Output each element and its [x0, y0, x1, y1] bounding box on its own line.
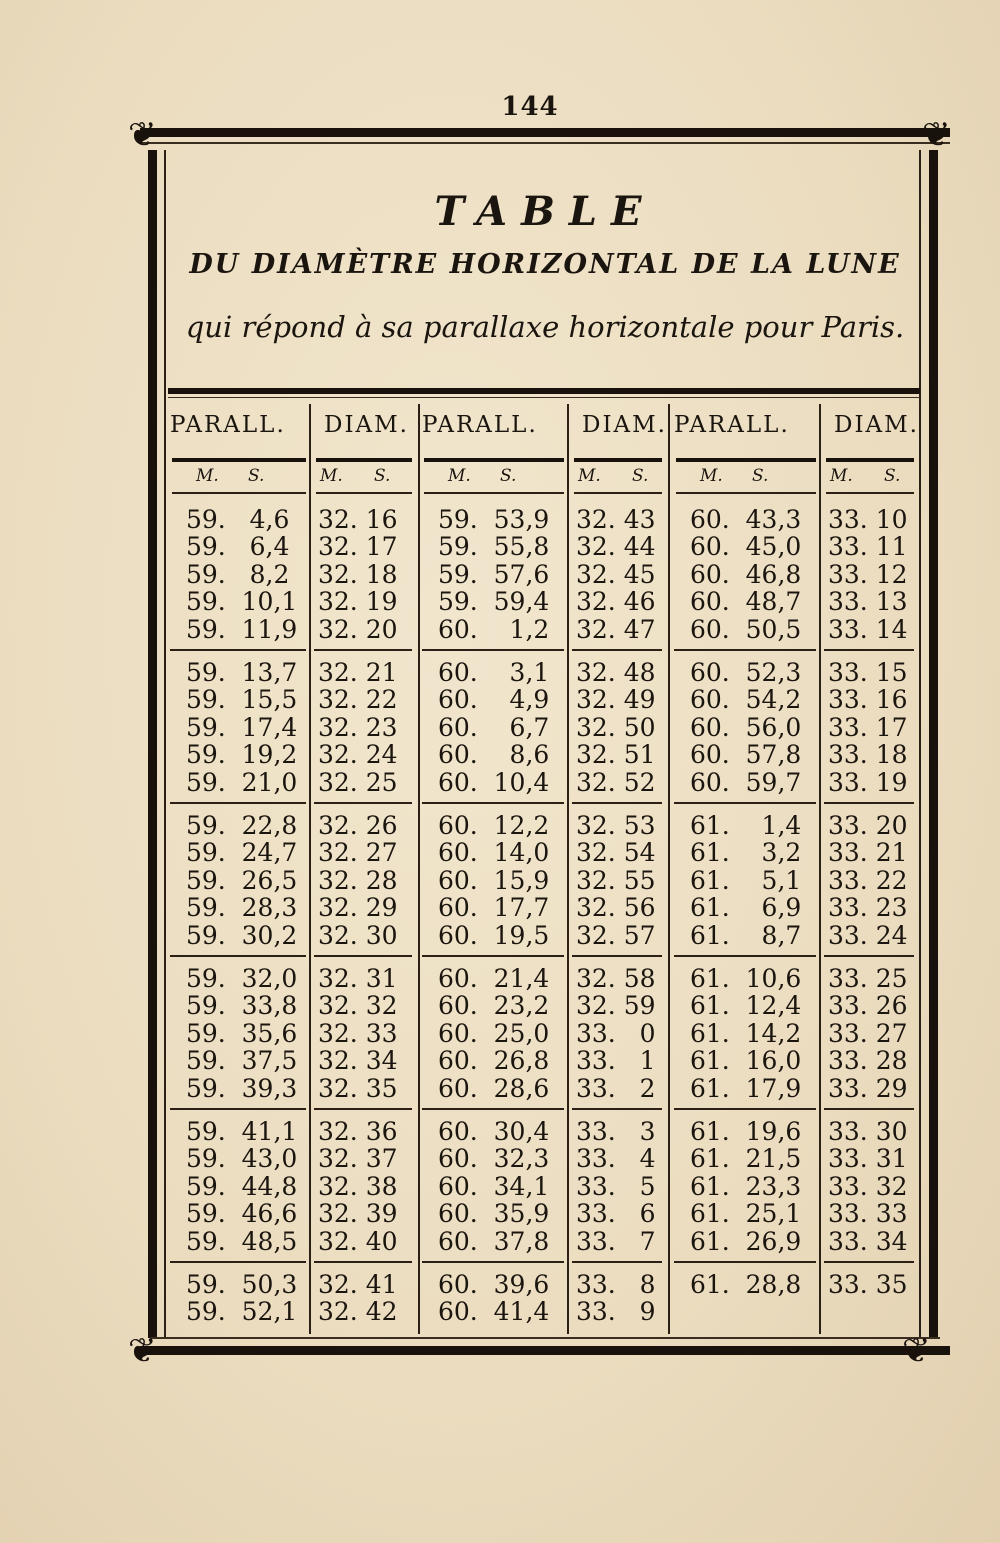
unit-seconds-label: S.	[248, 466, 265, 486]
parallax-value: 59. 53,9	[438, 505, 550, 534]
parallax-value: 60. 1,2	[438, 614, 550, 644]
unit-minutes-label: M.	[196, 466, 219, 486]
parallax-value: 60. 46,8	[690, 559, 802, 589]
diameter-value: 33. 7	[576, 1226, 656, 1256]
parallax-value: 61. 8,7	[690, 920, 802, 950]
parallax-value: 60. 8,6	[438, 740, 550, 770]
diameter-value: 32. 25	[318, 767, 398, 797]
diameter-value: 32. 21	[318, 658, 398, 687]
parallax-value: 60. 4,9	[438, 685, 550, 715]
diameter-value: 32. 22	[318, 685, 398, 715]
diameter-value: 32. 48	[576, 658, 656, 687]
parallax-value: 59. 35,6	[186, 1018, 298, 1048]
parallax-value: 61. 19,6	[690, 1117, 802, 1146]
diameter-value: 33. 2	[576, 1073, 656, 1103]
parallax-value: 61. 14,2	[690, 1018, 802, 1048]
parallax-value: 60. 35,9	[438, 1199, 550, 1229]
diameter-value: 33. 1	[576, 1046, 656, 1076]
group-separator	[674, 955, 816, 957]
column-header-diameter: DIAM.	[834, 412, 919, 438]
parallax-value: 60. 14,0	[438, 838, 550, 868]
group-separator	[170, 649, 306, 651]
diameter-value: 32. 31	[318, 964, 398, 993]
page-number: 144	[501, 92, 559, 122]
group-separator	[422, 649, 564, 651]
diameter-value: 32. 57	[576, 920, 656, 950]
group-separator	[824, 1261, 914, 1263]
diameter-value: 32. 47	[576, 614, 656, 644]
unit-rule-lower	[424, 492, 564, 494]
diameter-value: 33. 28	[828, 1046, 908, 1076]
diameter-value: 33. 10	[828, 505, 908, 534]
diameter-value: 32. 46	[576, 587, 656, 617]
parallax-value: 59. 33,8	[186, 991, 298, 1021]
diameter-value: 32. 23	[318, 712, 398, 742]
group-separator	[422, 802, 564, 804]
column-header-diameter: DIAM.	[324, 412, 409, 438]
diameter-value: 33. 6	[576, 1199, 656, 1229]
parallax-value: 60. 21,4	[438, 964, 550, 993]
diameter-value: 32. 37	[318, 1144, 398, 1174]
parallax-value: 61. 21,5	[690, 1144, 802, 1174]
parallax-value: 60. 3,1	[438, 658, 550, 687]
parallax-value: 60. 25,0	[438, 1018, 550, 1048]
group-separator	[674, 802, 816, 804]
parallax-value: 59. 39,3	[186, 1073, 298, 1103]
parallax-value: 61. 28,8	[690, 1270, 802, 1299]
parallax-value: 59. 55,8	[438, 532, 550, 562]
group-separator	[674, 1108, 816, 1110]
group-separator	[824, 649, 914, 651]
header-rule	[168, 388, 920, 394]
group-separator	[314, 1261, 412, 1263]
diameter-value: 32. 26	[318, 811, 398, 840]
parallax-value: 59. 24,7	[186, 838, 298, 868]
diameter-value: 33. 17	[828, 712, 908, 742]
table-title: TABLE	[434, 188, 656, 235]
diameter-value: 32. 49	[576, 685, 656, 715]
diameter-value: 32. 43	[576, 505, 656, 534]
unit-seconds-label: S.	[632, 466, 649, 486]
parallax-value: 59. 52,1	[186, 1297, 298, 1327]
diameter-value: 33. 3	[576, 1117, 656, 1146]
unit-minutes-label: M.	[448, 466, 471, 486]
parallax-value: 60. 43,3	[690, 505, 802, 534]
parallax-value: 60. 56,0	[690, 712, 802, 742]
unit-rule	[316, 458, 412, 462]
diameter-value: 33. 33	[828, 1199, 908, 1229]
diameter-value: 33. 13	[828, 587, 908, 617]
diameter-value: 32. 39	[318, 1199, 398, 1229]
parallax-value: 60. 28,6	[438, 1073, 550, 1103]
diameter-value: 33. 25	[828, 964, 908, 993]
header-thin-rule	[168, 397, 920, 398]
parallax-value: 60. 19,5	[438, 920, 550, 950]
parallax-value: 60. 57,8	[690, 740, 802, 770]
parallax-value: 60. 23,2	[438, 991, 550, 1021]
parallax-value: 59. 57,6	[438, 559, 550, 589]
diameter-value: 32. 55	[576, 865, 656, 895]
group-separator	[170, 955, 306, 957]
diameter-value: 32. 19	[318, 587, 398, 617]
unit-rule	[676, 458, 816, 462]
diameter-value: 33. 12	[828, 559, 908, 589]
parallax-value: 60. 30,4	[438, 1117, 550, 1146]
diameter-value: 33. 34	[828, 1226, 908, 1256]
column-divider	[668, 404, 670, 1334]
group-separator	[422, 1108, 564, 1110]
diameter-value: 33. 4	[576, 1144, 656, 1174]
diameter-value: 33. 8	[576, 1270, 656, 1299]
parallax-value: 59. 4,6	[186, 505, 290, 534]
unit-rule	[574, 458, 662, 462]
diameter-value: 33. 27	[828, 1018, 908, 1048]
table-subtitle: DU DIAMÈTRE HORIZONTAL DE LA LUNE	[189, 249, 901, 280]
diameter-value: 33. 11	[828, 532, 908, 562]
diameter-value: 33. 22	[828, 865, 908, 895]
group-separator	[314, 955, 412, 957]
group-separator	[422, 1261, 564, 1263]
diameter-value: 32. 54	[576, 838, 656, 868]
parallax-value: 60. 12,2	[438, 811, 550, 840]
diameter-value: 32. 38	[318, 1171, 398, 1201]
diameter-value: 32. 41	[318, 1270, 398, 1299]
diameter-value: 32. 28	[318, 865, 398, 895]
unit-rule	[424, 458, 564, 462]
group-separator	[422, 955, 564, 957]
parallax-value: 61. 25,1	[690, 1199, 802, 1229]
parallax-value: 59. 46,6	[186, 1199, 298, 1229]
group-separator	[170, 1261, 306, 1263]
parallax-value: 59. 10,1	[186, 587, 298, 617]
diameter-value: 33. 23	[828, 893, 908, 923]
parallax-value: 59. 43,0	[186, 1144, 298, 1174]
parallax-value: 60. 39,6	[438, 1270, 550, 1299]
group-separator	[824, 802, 914, 804]
diameter-value: 33. 16	[828, 685, 908, 715]
unit-minutes-label: M.	[578, 466, 601, 486]
group-separator	[674, 649, 816, 651]
group-separator	[314, 1108, 412, 1110]
diameter-value: 32. 34	[318, 1046, 398, 1076]
unit-seconds-label: S.	[500, 466, 517, 486]
diameter-value: 32. 44	[576, 532, 656, 562]
diameter-value: 33. 20	[828, 811, 908, 840]
unit-minutes-label: M.	[700, 466, 723, 486]
column-divider	[309, 404, 311, 1334]
diameter-value: 32. 52	[576, 767, 656, 797]
bottom-border-thin-rule	[150, 1337, 940, 1339]
column-header-parallax: PARALL.	[674, 412, 790, 438]
parallax-value: 60. 48,7	[690, 587, 802, 617]
unit-rule	[172, 458, 306, 462]
diameter-value: 32. 42	[318, 1297, 398, 1327]
group-separator	[314, 649, 412, 651]
parallax-value: 60. 37,8	[438, 1226, 550, 1256]
unit-seconds-label: S.	[752, 466, 769, 486]
diameter-value: 33. 15	[828, 658, 908, 687]
unit-rule-lower	[574, 492, 662, 494]
diameter-value: 32. 17	[318, 532, 398, 562]
diameter-value: 33. 0	[576, 1018, 656, 1048]
group-separator	[572, 649, 662, 651]
diameter-value: 32. 50	[576, 712, 656, 742]
parallax-value: 59. 41,1	[186, 1117, 298, 1146]
diameter-value: 32. 51	[576, 740, 656, 770]
diameter-value: 32. 40	[318, 1226, 398, 1256]
parallax-value: 59. 11,9	[186, 614, 298, 644]
parallax-value: 60. 41,4	[438, 1297, 550, 1327]
parallax-value: 60. 54,2	[690, 685, 802, 715]
diameter-value: 32. 30	[318, 920, 398, 950]
parallax-value: 59. 17,4	[186, 712, 298, 742]
parallax-value: 60. 26,8	[438, 1046, 550, 1076]
table-caption: qui répond à sa parallaxe horizontale pour Paris.	[185, 310, 905, 344]
diameter-value: 33. 26	[828, 991, 908, 1021]
diameter-value: 33. 14	[828, 614, 908, 644]
group-separator	[170, 802, 306, 804]
diameter-value: 32. 32	[318, 991, 398, 1021]
parallax-value: 59. 19,2	[186, 740, 298, 770]
parallax-value: 60. 15,9	[438, 865, 550, 895]
column-header-parallax: PARALL.	[422, 412, 538, 438]
diameter-value: 33. 24	[828, 920, 908, 950]
bottom-border-rule	[140, 1346, 950, 1355]
unit-rule-lower	[826, 492, 914, 494]
parallax-value: 61. 12,4	[690, 991, 802, 1021]
diameter-value: 32. 53	[576, 811, 656, 840]
group-separator	[314, 802, 412, 804]
diameter-value: 33. 21	[828, 838, 908, 868]
top-border-rule	[140, 128, 950, 137]
parallax-value: 60. 34,1	[438, 1171, 550, 1201]
parallax-value: 61. 6,9	[690, 893, 802, 923]
parallax-value: 59. 48,5	[186, 1226, 298, 1256]
diameter-value: 33. 29	[828, 1073, 908, 1103]
diameter-value: 33. 19	[828, 767, 908, 797]
unit-seconds-label: S.	[374, 466, 391, 486]
diameter-value: 32. 29	[318, 893, 398, 923]
parallax-value: 61. 5,1	[690, 865, 802, 895]
diameter-value: 33. 35	[828, 1270, 908, 1299]
diameter-value: 32. 45	[576, 559, 656, 589]
parallax-value: 59. 50,3	[186, 1270, 298, 1299]
diameter-value: 33. 31	[828, 1144, 908, 1174]
column-divider	[819, 404, 821, 1334]
parallax-value: 61. 16,0	[690, 1046, 802, 1076]
parallax-value: 60. 17,7	[438, 893, 550, 923]
parallax-value: 61. 26,9	[690, 1226, 802, 1256]
parallax-value: 59. 32,0	[186, 964, 298, 993]
unit-minutes-label: M.	[320, 466, 343, 486]
column-divider	[567, 404, 569, 1334]
group-separator	[170, 1108, 306, 1110]
parallax-value: 60. 59,7	[690, 767, 802, 797]
parallax-value: 59. 28,3	[186, 893, 298, 923]
diameter-value: 32. 18	[318, 559, 398, 589]
column-divider	[418, 404, 420, 1334]
parallax-value: 59. 44,8	[186, 1171, 298, 1201]
parallax-value: 61. 17,9	[690, 1073, 802, 1103]
group-separator	[824, 1108, 914, 1110]
parallax-value: 59. 21,0	[186, 767, 298, 797]
parallax-value: 59. 13,7	[186, 658, 298, 687]
parallax-value: 60. 32,3	[438, 1144, 550, 1174]
unit-rule	[826, 458, 914, 462]
column-header-parallax: PARALL.	[170, 412, 286, 438]
parallax-value: 60. 10,4	[438, 767, 550, 797]
parallax-value: 59. 8,2	[186, 559, 290, 589]
column-header-diameter: DIAM.	[582, 412, 667, 438]
diameter-value: 32. 27	[318, 838, 398, 868]
top-border-thin-rule	[140, 142, 950, 144]
unit-seconds-label: S.	[884, 466, 901, 486]
parallax-value: 59. 30,2	[186, 920, 298, 950]
diameter-value: 32. 20	[318, 614, 398, 644]
diameter-value: 32. 35	[318, 1073, 398, 1103]
diameter-value: 32. 36	[318, 1117, 398, 1146]
parallax-value: 59. 22,8	[186, 811, 298, 840]
group-separator	[572, 1108, 662, 1110]
diameter-value: 32. 59	[576, 991, 656, 1021]
unit-minutes-label: M.	[830, 466, 853, 486]
group-separator	[572, 955, 662, 957]
parallax-value: 60. 45,0	[690, 532, 802, 562]
unit-rule-lower	[316, 492, 412, 494]
group-separator	[572, 802, 662, 804]
diameter-value: 32. 58	[576, 964, 656, 993]
group-separator	[824, 955, 914, 957]
parallax-value: 61. 23,3	[690, 1171, 802, 1201]
parallax-value: 60. 6,7	[438, 712, 550, 742]
parallax-value: 59. 59,4	[438, 587, 550, 617]
diameter-value: 32. 33	[318, 1018, 398, 1048]
unit-rule-lower	[676, 492, 816, 494]
unit-rule-lower	[172, 492, 306, 494]
parallax-value: 59. 6,4	[186, 532, 290, 562]
corner-ornament-icon: ❦	[922, 115, 951, 155]
diameter-value: 33. 5	[576, 1171, 656, 1201]
parallax-value: 59. 37,5	[186, 1046, 298, 1076]
diameter-value: 32. 16	[318, 505, 398, 534]
parallax-value: 61. 3,2	[690, 838, 802, 868]
diameter-value: 32. 24	[318, 740, 398, 770]
parallax-value: 59. 15,5	[186, 685, 298, 715]
parallax-value: 60. 50,5	[690, 614, 802, 644]
corner-ornament-icon: ❦	[128, 115, 157, 155]
group-separator	[674, 1261, 816, 1263]
parallax-value: 60. 52,3	[690, 658, 802, 687]
corner-ornament-icon: ❦	[902, 1331, 931, 1371]
diameter-value: 33. 32	[828, 1171, 908, 1201]
corner-ornament-icon: ❦	[128, 1331, 157, 1371]
group-separator	[572, 1261, 662, 1263]
parallax-value: 61. 1,4	[690, 811, 802, 840]
diameter-value: 33. 18	[828, 740, 908, 770]
diameter-value: 32. 56	[576, 893, 656, 923]
parallax-value: 61. 10,6	[690, 964, 802, 993]
diameter-value: 33. 9	[576, 1297, 656, 1327]
parallax-value: 59. 26,5	[186, 865, 298, 895]
diameter-value: 33. 30	[828, 1117, 908, 1146]
